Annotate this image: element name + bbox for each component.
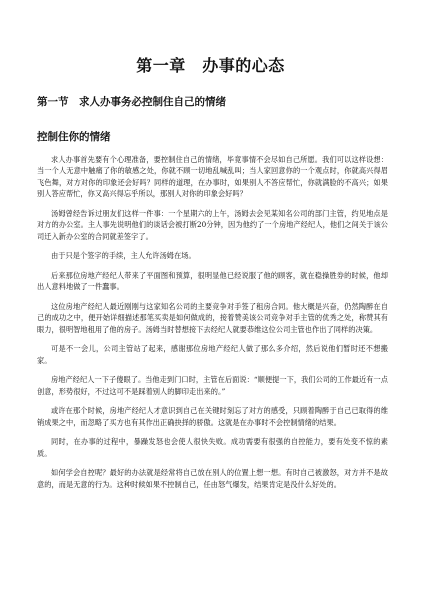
section-title: 第一节 求人办事务必控制住自己的情绪 (37, 96, 226, 108)
paragraph: 同时，在办事的过程中，暴躁发怒也会使人很快失败。成功需要有很强的自控能力，要有处变不惊的素质。 (37, 437, 388, 458)
body-text (37, 154, 388, 498)
paragraph: 这位房地产经纪人最近刚刚与这家知名公司的主要竞争对手签了租房合同。他大概是兴奋，仍然陶醉在自己的成功之中，便开始详细描述那笔买卖是如何做成的，接着赞美该公司竞争对手主管的优秀之处，称赞其有眼力，很明智地租用了他的房子。汤姆当时替想接下去经纪人就要恭维这位公司主管也作出了同样的决策。 (37, 301, 388, 334)
paragraph: 房地产经纪人一下子傻眼了。当他走到门口时，主管在后面说：“顺便提一下，我们公司的工作最近有一点创意，形势很好，不过这可不是踩着别人的脚印走出来的。” (37, 375, 388, 396)
paragraph: 后来那位房地产经纪人带来了平面图和预算，很明显他已经说服了他的顾客，就在稳操胜券的时候，他却出人意料地做了一件蠢事。 (37, 270, 388, 292)
subsection-title: 控制住你的情绪 (37, 131, 111, 143)
paragraph: 如何学会自控呢？最好的办法就是经常将自己放在别人的位置上想一想。有时自己被激怒，对方并不是故意的，而是无意的行为。这种时候如果不控制自己，任由怒气爆发，结果肯定是没什么好处的。 (37, 468, 388, 489)
paragraph: 或许在那个时候，房地产经纪人才意识到自己在关键时刻忘了对方的感受，只顾着陶醉于自己已取得的维销成果之中，而忽略了买方也有其作出正确抉择的骄傲。这就是在办事时不会控制情绪的结果。 (37, 406, 388, 427)
paragraph: 汤姆曾经告诉过朋友们这样一件事：一个星期六的上午，汤姆去会见某知名公司的部门主管，约见地点是对方的办公室。主人事先说明他们的谈话会被打断20分钟，因为他约了一个房地产经纪人，他们之间关于该公司迁入新办公室的合同就差签字了。 (37, 208, 388, 241)
paragraph: 由于只是个签字的手续，主人允许汤姆在场。 (51, 251, 196, 261)
paragraph: 可是不一会儿，公司主管站了起来，感谢那位房地产经纪人做了那么多介绍，然后说他们暂时还不想搬家。 (37, 344, 388, 365)
paragraph: 求人办事首先要有个心理准备，要控制住自己的情绪，毕竟事情不会尽如自己所愿。我们可以这样设想：当一个人无意中触痛了你的敏感之处，你就不顾一切地乱喊乱叫；当人家回意你的一个观点时，你就高兴得眉飞色舞，对方对你的印象还会好吗？同样的道理，在办事时，如果别人不答应帮忙，你就满脸的不高兴；如果别人答应帮忙，你又高兴得忘乎所以，那别人对你的印象会好吗？ (37, 155, 388, 199)
chapter-title: 第一章 办事的心态 (136, 56, 285, 75)
